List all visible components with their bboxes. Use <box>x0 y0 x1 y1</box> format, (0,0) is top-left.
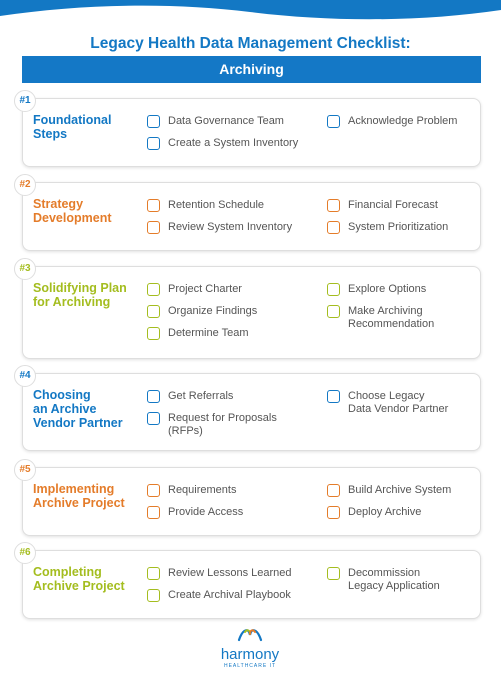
checklist-item-label: Explore Options <box>348 283 427 295</box>
checkbox[interactable] <box>327 484 340 497</box>
section-card-3 <box>19 263 481 359</box>
checklist-item-label: Deploy Archive <box>348 506 422 518</box>
checkbox[interactable] <box>147 390 160 403</box>
checklist-item[interactable] <box>147 137 298 150</box>
checklist-item[interactable] <box>147 115 284 128</box>
checklist-item[interactable] <box>147 484 236 497</box>
page-title: Legacy Health Data Management Checklist: <box>90 35 411 52</box>
section-heading: Implementing Archive Project <box>33 482 125 510</box>
checkbox[interactable] <box>147 221 160 234</box>
checklist-item-label: Determine Team <box>168 327 249 339</box>
checklist-item[interactable] <box>147 506 243 519</box>
checklist-item[interactable] <box>147 567 292 580</box>
checkbox[interactable] <box>147 283 160 296</box>
checklist-item-label: Request for Proposals (RFPs) <box>168 412 277 437</box>
section-heading: Strategy Development <box>33 197 112 225</box>
section-number-badge: #5 <box>14 459 36 481</box>
section-number-badge: #3 <box>14 258 36 280</box>
checkbox[interactable] <box>327 283 340 296</box>
checklist-item-label: Acknowledge Problem <box>348 115 458 127</box>
checkbox[interactable] <box>147 589 160 602</box>
checklist-item-label: Create a System Inventory <box>168 137 299 149</box>
harmony-swoosh-icon <box>237 628 263 642</box>
checkbox[interactable] <box>147 412 160 425</box>
checklist-item[interactable] <box>327 390 448 416</box>
checkbox[interactable] <box>147 137 160 150</box>
section-heading: Choosing an Archive Vendor Partner <box>33 388 123 430</box>
checklist-item-label: Make Archiving Recommendation <box>348 305 435 330</box>
section-card-5 <box>19 464 481 536</box>
section-card-4 <box>19 370 481 451</box>
checklist-item[interactable] <box>327 567 440 593</box>
section-banner: Archiving <box>22 56 481 83</box>
checkbox[interactable] <box>327 199 340 212</box>
checklist-item[interactable] <box>327 506 421 519</box>
checkbox[interactable] <box>147 305 160 318</box>
section-number-badge: #4 <box>14 365 36 387</box>
section-number-badge: #1 <box>14 90 36 112</box>
checklist-item-label: Get Referrals <box>168 390 234 402</box>
checklist-item-label: Project Charter <box>168 283 242 295</box>
checkbox[interactable] <box>147 506 160 519</box>
checkbox[interactable] <box>147 484 160 497</box>
checkbox[interactable] <box>147 115 160 128</box>
checklist-item[interactable] <box>147 199 264 212</box>
checklist-item-label: Choose Legacy Data Vendor Partner <box>348 390 449 415</box>
checkbox[interactable] <box>147 199 160 212</box>
section-heading: Foundational Steps <box>33 113 112 141</box>
section-number-badge: #2 <box>14 174 36 196</box>
checklist-item[interactable] <box>147 390 233 403</box>
section-heading: Solidifying Plan for Archiving <box>33 281 127 309</box>
checklist-item-label: Data Governance Team <box>168 115 284 127</box>
checkbox[interactable] <box>327 305 340 318</box>
checklist-item[interactable] <box>327 305 434 331</box>
checklist-item-label: Retention Schedule <box>168 199 265 211</box>
logo-tagline: HEALTHCARE IT <box>223 663 277 669</box>
checkbox[interactable] <box>327 115 340 128</box>
checklist-item[interactable] <box>327 221 448 234</box>
checklist-item-label: Organize Findings <box>168 305 258 317</box>
checklist-item[interactable] <box>327 484 451 497</box>
checklist-item[interactable] <box>147 327 249 340</box>
checkbox[interactable] <box>147 567 160 580</box>
section-card-2 <box>19 179 481 251</box>
checklist-item-label: System Prioritization <box>348 221 449 233</box>
checklist-item-label: Review System Inventory <box>168 221 293 233</box>
checklist-item[interactable] <box>147 221 292 234</box>
checklist-item[interactable] <box>327 199 438 212</box>
checklist-item-label: Review Lessons Learned <box>168 567 292 579</box>
checklist-item[interactable] <box>147 305 257 318</box>
checklist-item-label: Requirements <box>168 484 237 496</box>
checklist-item[interactable] <box>147 283 242 296</box>
harmony-logo <box>200 628 300 669</box>
checklist-item-label: Financial Forecast <box>348 199 438 211</box>
section-heading: Completing Archive Project <box>33 565 125 593</box>
checklist-item[interactable] <box>147 589 291 602</box>
checkbox[interactable] <box>327 390 340 403</box>
checklist-item-label: Decommission Legacy Application <box>348 567 440 592</box>
section-number-badge: #6 <box>14 542 36 564</box>
top-wave-decoration <box>0 0 501 26</box>
logo-wordmark: harmony <box>220 646 280 663</box>
checklist-item-label: Create Archival Playbook <box>168 589 291 601</box>
checklist-item-label: Provide Access <box>168 506 244 518</box>
checkbox[interactable] <box>327 221 340 234</box>
section-card-1 <box>19 95 481 167</box>
checkbox[interactable] <box>327 567 340 580</box>
checklist-item-label: Build Archive System <box>348 484 452 496</box>
section-card-6 <box>19 547 481 619</box>
checkbox[interactable] <box>327 506 340 519</box>
checklist-item[interactable] <box>327 115 457 128</box>
checkbox[interactable] <box>147 327 160 340</box>
checklist-item[interactable] <box>327 283 426 296</box>
checklist-item[interactable] <box>147 412 277 438</box>
